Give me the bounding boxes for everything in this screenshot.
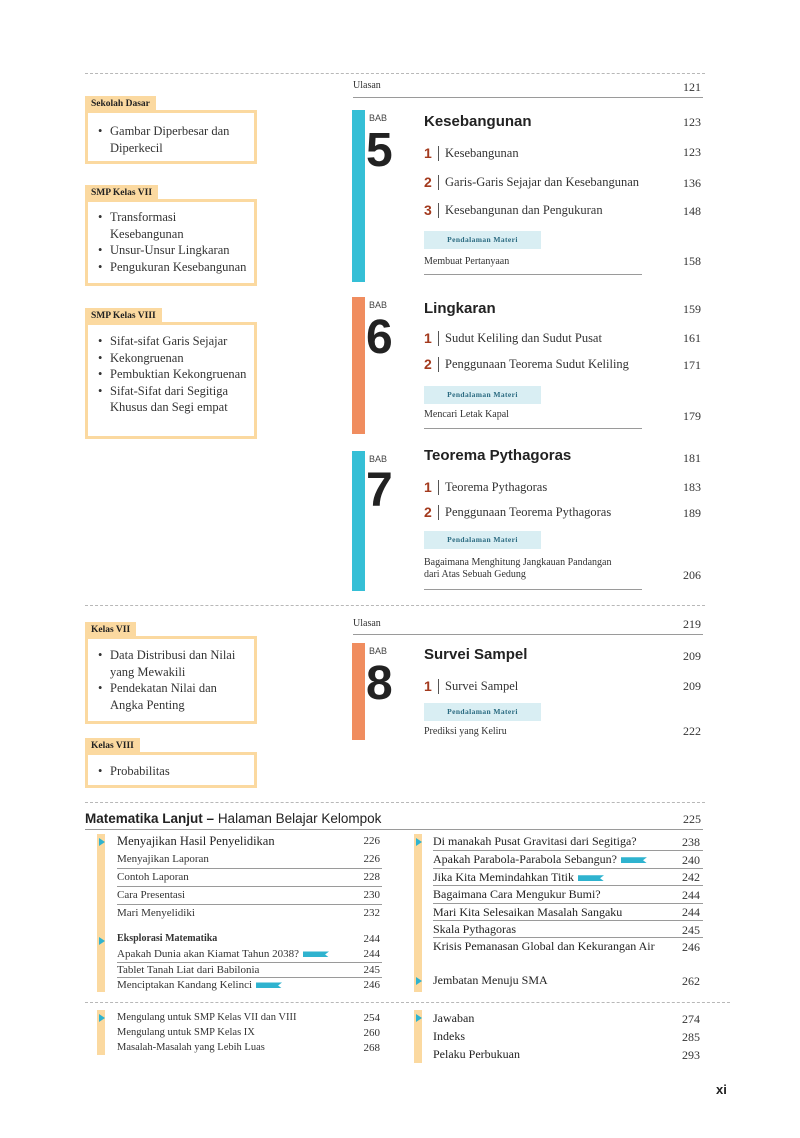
list-page: 240 [682, 853, 700, 867]
section-page: 183 [683, 480, 701, 494]
list-page: 254 [363, 1012, 380, 1024]
list-page: 244 [363, 948, 380, 960]
pendalaman-badge: Pendalaman Materi [424, 231, 541, 249]
page-number: xi [716, 1082, 727, 1097]
section-number: 2 [424, 174, 432, 190]
divider [117, 977, 382, 978]
divider [117, 904, 382, 905]
pendalaman-text: Membuat Pertanyaan [424, 256, 510, 267]
section-title: Garis-Garis Sejajar dan Kesebangunan [445, 175, 640, 189]
chapter-page: 209 [683, 649, 701, 663]
list-item: Cara Presentasi [117, 889, 186, 901]
pendalaman-page: 222 [683, 724, 701, 738]
list-page: 242 [682, 870, 700, 884]
pendalaman-page: 179 [683, 409, 701, 423]
chapter-page: 123 [683, 115, 701, 129]
bab-label: BAB [369, 646, 388, 656]
section-page: 171 [683, 358, 701, 372]
box-tag-sd: Sekolah Dasar [85, 96, 156, 114]
list-page: 245 [363, 964, 380, 976]
section-title: Sudut Keliling dan Sudut Pusat [445, 331, 602, 345]
section-title: Penggunaan Teorema Pythagoras [445, 505, 612, 519]
prereq-item: • Gambar Diperbesar dan Diperkecil [110, 123, 248, 156]
divider [353, 97, 703, 98]
lanjut-title [85, 811, 381, 826]
chapter-number-6: 6 [366, 311, 393, 364]
chapter-number-5: 5 [366, 124, 393, 177]
chapter-number-8: 8 [366, 657, 393, 710]
list-item: Masalah-Masalah yang Lebih Luas [117, 1042, 265, 1053]
pendalaman-page: 158 [683, 254, 701, 268]
digital-flag-icon [621, 857, 647, 863]
ulasan-page: 219 [683, 617, 701, 631]
bab-label: BAB [369, 300, 388, 310]
list-page: 244 [363, 933, 380, 945]
list-page: 268 [363, 1042, 380, 1054]
prereq-item: • Sifat-Sifat dari Segitiga Khusus dan Segi empat [110, 383, 248, 416]
prereq-box-smp7 [85, 199, 257, 286]
section-separator [438, 357, 439, 372]
pendalaman-page: 206 [683, 568, 701, 582]
chapter-page: 181 [683, 451, 701, 465]
chapter-bar-8 [352, 643, 365, 740]
section-separator [438, 505, 439, 520]
prereq-item: • Sifat-sifat Garis Sejajar [110, 333, 248, 350]
divider [85, 605, 705, 606]
list-item-text: Apakah Dunia akan Kiamat Tahun 2038? [117, 948, 299, 960]
bullet-arrow-icon [99, 1014, 105, 1022]
pendalaman-badge: Pendalaman Materi [424, 703, 541, 721]
list-item: Contoh Laporan [117, 871, 189, 883]
list-item: Indeks [433, 1029, 465, 1043]
prereq-box-sd [85, 110, 257, 164]
section-page: 148 [683, 204, 701, 218]
bab-label: BAB [369, 113, 388, 123]
list-item: Mengulang untuk SMP Kelas IX [117, 1027, 255, 1038]
list-item [117, 979, 282, 991]
prereq-item: • Transformasi Kesebangunan [110, 209, 248, 242]
list-item: Tablet Tanah Liat dari Babilonia [117, 964, 260, 976]
prereq-box-kelas7 [85, 636, 257, 724]
section-title: Kesebangunan dan Pengukuran [445, 203, 603, 217]
section-page: 136 [683, 176, 701, 190]
chapter-page: 159 [683, 302, 701, 316]
divider [85, 73, 705, 74]
list-item-text: Apakah Parabola-Parabola Sebangun? [433, 852, 617, 866]
section-number: 2 [424, 356, 432, 372]
list-sidebar [97, 834, 105, 992]
divider [433, 850, 703, 851]
ulasan-label: Ulasan [353, 618, 381, 629]
section-title: Kesebangunan [445, 146, 519, 160]
list-item: Jawaban [433, 1011, 475, 1025]
section-number: 3 [424, 202, 432, 218]
list-item: Menyajikan Laporan [117, 853, 209, 865]
chapter-bar-6 [352, 297, 365, 434]
pendalaman-text: dari Atas Sebuah Gedung [424, 569, 526, 580]
list-item: Krisis Pemanasan Global dan Kekurangan Air [433, 939, 655, 953]
lanjut-page: 225 [683, 812, 701, 826]
bullet-arrow-icon [416, 838, 422, 846]
list-page: 228 [363, 871, 380, 883]
chapter-title-5: Kesebangunan [424, 113, 532, 130]
list-item: Pelaku Perbukuan [433, 1047, 520, 1061]
list-item [433, 870, 604, 885]
list-page: 285 [682, 1030, 700, 1044]
prereq-item: • Pengukuran Kesebangunan [110, 259, 248, 276]
divider [117, 868, 382, 869]
divider [433, 903, 703, 904]
list-heading: Menyajikan Hasil Penyelidikan [117, 834, 275, 848]
section-page: 161 [683, 331, 701, 345]
prereq-box-kelas8 [85, 752, 257, 788]
bab-label: BAB [369, 454, 388, 464]
lanjut-title-rest: Halaman Belajar Kelompok [217, 811, 382, 826]
divider [433, 920, 703, 921]
chapter-bar-7 [352, 451, 365, 591]
bullet-arrow-icon [99, 937, 105, 945]
list-page: 246 [682, 940, 700, 954]
prereq-item: • Probabilitas [110, 763, 248, 780]
list-page: 232 [363, 907, 380, 919]
chapter-title-6: Lingkaran [424, 300, 496, 317]
section-page: 209 [683, 679, 701, 693]
list-sidebar [414, 834, 422, 992]
prereq-item: • Pendekatan Nilai dan Angka Penting [110, 680, 248, 713]
divider [85, 1002, 730, 1003]
divider [433, 885, 703, 886]
section-separator [438, 203, 439, 218]
box-tag-kelas7: Kelas VII [85, 622, 136, 640]
list-item-text: Jika Kita Memindahkan Titik [433, 870, 574, 884]
box-tag-smp7: SMP Kelas VII [85, 185, 158, 203]
list-item: Mari Kita Selesaikan Masalah Sangaku [433, 905, 623, 919]
list-page: 238 [682, 835, 700, 849]
eksplorasi-heading: Eksplorasi Matematika [117, 933, 218, 944]
divider [85, 802, 705, 803]
pendalaman-text: Bagaimana Menghitung Jangkauan Pandangan [424, 557, 612, 568]
section-title: Teorema Pythagoras [445, 480, 548, 494]
list-item: Mari Menyelidiki [117, 907, 195, 919]
list-item [117, 948, 329, 960]
section-title: Penggunaan Teorema Sudut Keliling [445, 357, 629, 371]
bullet-arrow-icon [99, 838, 105, 846]
digital-flag-icon [303, 951, 329, 957]
section-number: 1 [424, 678, 432, 694]
section-page: 123 [683, 145, 701, 159]
section-number: 1 [424, 479, 432, 495]
list-item-text: Menciptakan Kandang Kelinci [117, 979, 253, 991]
list-item: Bagaimana Cara Mengukur Bumi? [433, 887, 601, 901]
box-tag-kelas8: Kelas VIII [85, 738, 140, 756]
chapter-bar-5 [352, 110, 365, 282]
chapter-number-7: 7 [366, 464, 393, 517]
bullet-arrow-icon [416, 1014, 422, 1022]
section-number: 1 [424, 145, 432, 161]
divider [353, 634, 703, 635]
divider [424, 274, 642, 275]
prereq-item: • Unsur-Unsur Lingkaran [110, 242, 248, 259]
list-item: Jembatan Menuju SMA [433, 973, 548, 987]
prereq-box-smp8 [85, 322, 257, 439]
section-page: 189 [683, 506, 701, 520]
list-page: 246 [363, 979, 380, 991]
list-item [433, 852, 647, 867]
list-item: Skala Pythagoras [433, 922, 516, 936]
pendalaman-text: Prediksi yang Keliru [424, 726, 507, 737]
ulasan-page: 121 [683, 80, 701, 94]
prereq-item: • Kekongruenan [110, 350, 248, 367]
list-item: Di manakah Pusat Gravitasi dari Segitiga? [433, 834, 637, 848]
pendalaman-text: Mencari Letak Kapal [424, 409, 509, 420]
divider [85, 829, 703, 830]
chapter-title-8: Survei Sampel [424, 646, 528, 663]
divider [117, 886, 382, 887]
section-number: 2 [424, 504, 432, 520]
list-item: Mengulang untuk SMP Kelas VII dan VIII [117, 1012, 297, 1023]
list-page: 262 [682, 974, 700, 988]
ulasan-label: Ulasan [353, 80, 381, 91]
box-tag-smp8: SMP Kelas VIII [85, 308, 162, 326]
section-separator [438, 175, 439, 190]
divider [117, 962, 382, 963]
prereq-item: • Data Distribusi dan Nilai yang Mewakili [110, 647, 248, 680]
digital-flag-icon [256, 982, 282, 988]
chapter-title-7: Teorema Pythagoras [424, 447, 572, 464]
list-page: 244 [682, 905, 700, 919]
list-page: 245 [682, 923, 700, 937]
list-page: 226 [363, 835, 380, 847]
section-title: Survei Sampel [445, 679, 519, 693]
list-page: 230 [363, 889, 380, 901]
section-number: 1 [424, 330, 432, 346]
divider [424, 428, 642, 429]
section-separator [438, 480, 439, 495]
pendalaman-badge: Pendalaman Materi [424, 531, 541, 549]
prereq-item: • Pembuktian Kekongruenan [110, 366, 248, 383]
digital-flag-icon [578, 875, 604, 881]
divider [433, 937, 703, 938]
divider [424, 589, 642, 590]
list-page: 244 [682, 888, 700, 902]
section-separator [438, 679, 439, 694]
list-page: 274 [682, 1012, 700, 1026]
lanjut-title-bold: Matematika Lanjut – [85, 811, 215, 826]
divider [433, 868, 703, 869]
list-page: 293 [682, 1048, 700, 1062]
section-separator [438, 146, 439, 161]
list-page: 260 [363, 1027, 380, 1039]
list-page: 226 [363, 853, 380, 865]
bullet-arrow-icon [416, 977, 422, 985]
section-separator [438, 331, 439, 346]
pendalaman-badge: Pendalaman Materi [424, 386, 541, 404]
